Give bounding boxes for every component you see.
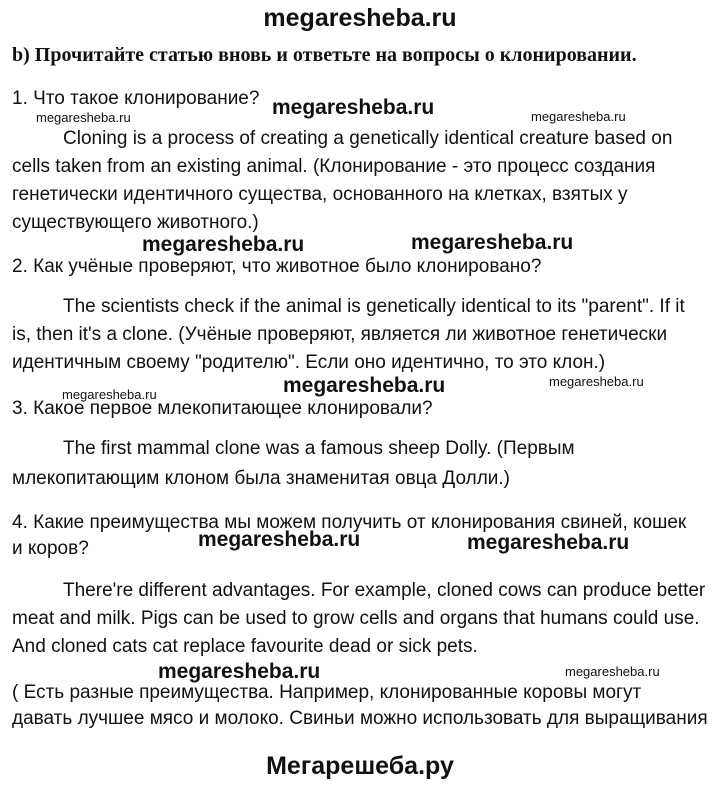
answer-1-line-2: cells taken from an existing animal. (Клонирование - это процесс создания <box>12 156 656 177</box>
answer-2-line-2: is, then it's a clone. (Учёные проверяют, является ли животное генетически <box>12 324 668 345</box>
answer-3-line-1: The first mammal clone was a famous sheep Dolly. (Первым <box>63 438 575 459</box>
answer-4-line-1: There're different advantages. For example, cloned cows can produce better <box>63 580 706 601</box>
translation-4-line-2: давать лучшее мясо и молоко. Свиньи можно использовать для выращивания <box>12 708 708 729</box>
watermark-small: megaresheba.ru <box>549 374 644 389</box>
question-3: 3. Какое первое млекопитающее клонировали? <box>12 398 433 419</box>
site-title: megaresheba.ru <box>263 4 457 32</box>
answer-2-line-3: идентичным своему "родителю". Если оно идентично, то это клон.) <box>12 352 606 373</box>
answer-4-line-2: meat and milk. Pigs can be used to grow cells and organs that humans could use. <box>12 608 700 629</box>
watermark: megaresheba.ru <box>158 660 321 683</box>
answer-2-line-1: The scientists check if the animal is genetically identical to its "parent". If it <box>63 296 685 317</box>
answer-1-line-4: существующего животного.) <box>12 212 259 233</box>
watermark-small: megaresheba.ru <box>36 110 131 125</box>
answer-4-line-3: And cloned cats cat replace favourite dead or sick pets. <box>12 636 478 657</box>
watermark-small: megaresheba.ru <box>62 387 157 402</box>
watermark: megaresheba.ru <box>272 96 435 119</box>
translation-4-line-1: ( Есть разные преимущества. Например, клонированные коровы могут <box>12 682 642 703</box>
answer-1-line-1: Cloning is a process of creating a genetically identical creature based on <box>63 128 673 149</box>
footer-site-title: Мегарешеба.ру <box>266 752 454 780</box>
question-2: 2. Как учёные проверяют, что животное было клонировано? <box>12 256 542 277</box>
watermark: megaresheba.ru <box>283 374 446 397</box>
answer-1-line-3: генетически идентичного существа, основанного на клетках, взятых у <box>12 184 628 205</box>
watermark: megaresheba.ru <box>411 231 574 254</box>
task-heading: b) Прочитайте статью вновь и ответьте на вопросы о клонировании. <box>12 44 637 66</box>
question-4-line-2: и коров? <box>12 538 89 559</box>
watermark-small: megaresheba.ru <box>565 664 660 679</box>
question-4-line-1: 4. Какие преимущества мы можем получить от клонирования свиней, кошек <box>12 512 687 533</box>
answer-3-line-2: млекопитающим клоном была знаменитая овца Долли.) <box>12 468 511 489</box>
watermark: megaresheba.ru <box>467 531 630 554</box>
watermark: megaresheba.ru <box>142 233 305 256</box>
watermark: megaresheba.ru <box>198 528 361 551</box>
watermark-small: megaresheba.ru <box>531 109 626 124</box>
question-1: 1. Что такое клонирование? <box>12 88 260 109</box>
